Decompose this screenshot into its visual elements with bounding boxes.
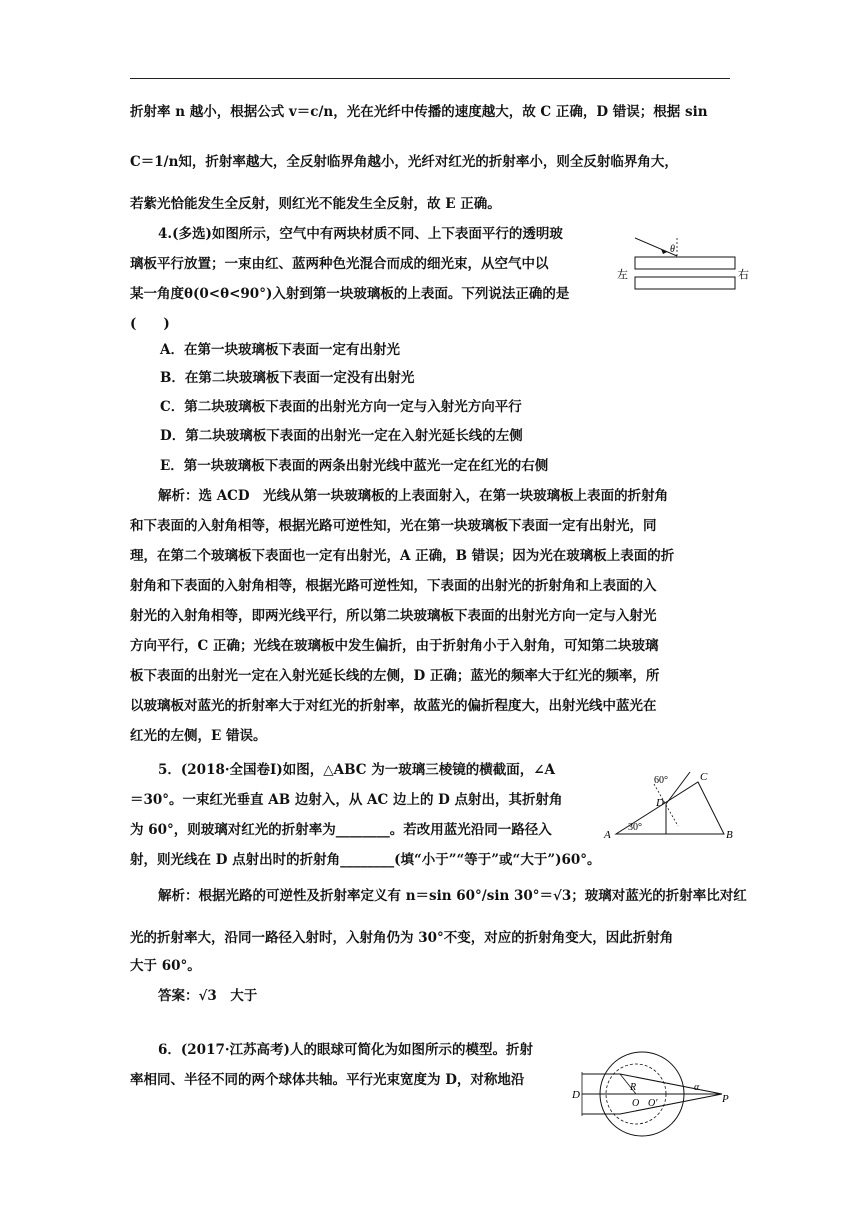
text-line: A．在第一块玻璃板下表面一定有出射光 (160, 342, 400, 358)
fig4-left-label: 左 (617, 269, 628, 281)
text-line: 方向平行，C 正确；光线在玻璃板中发生偏折，由于折射角小于入射角，可知第二块玻璃 (130, 638, 659, 654)
text-line: 大于 60°。 (130, 958, 201, 974)
fig5-D: D (656, 797, 664, 809)
fig4-theta: θ (670, 244, 675, 255)
fig6-P: P (722, 1093, 729, 1105)
text-line: 红光的左侧，E 错误。 (130, 728, 267, 744)
text-line: 光的折射率大，沿同一路径入射时，入射角仍为 30°不变，对应的折射角变大，因此折射角 (130, 930, 674, 946)
text-line: 璃板平行放置；一束由红、蓝两种色光混合而成的细光束，从空气中以 (130, 256, 549, 272)
text-line: 解析：根据光路的可逆性及折射率定义有 n＝sin 60°/sin 30°＝√3；玻璃对蓝光的折射率比对红 (158, 888, 747, 904)
figure-eyeball (572, 1050, 732, 1140)
fig5-C: C (700, 771, 708, 783)
fig4-right-label: 右 (738, 269, 749, 281)
text-line: E．第一块玻璃板下表面的两条出射光线中蓝光一定在红光的右侧 (160, 458, 549, 474)
fig6-R: R (630, 1082, 637, 1093)
text-line: 以玻璃板对蓝光的折射率大于对红光的折射率，故蓝光的偏折程度大，出射光线中蓝光在 (130, 698, 657, 714)
fig6-O2: O′ (648, 1098, 658, 1109)
text-line: 5．(2018·全国卷Ⅰ)如图，△ABC 为一玻璃三棱镜的横截面，∠A (158, 762, 556, 778)
fig5-B: B (726, 829, 733, 840)
text-line: 答案：√3 大于 (158, 988, 258, 1004)
fig5-angle30: 30° (628, 822, 642, 833)
text-line: D．第二块玻璃板下表面的出射光一定在入射光延长线的左侧 (160, 428, 523, 444)
figure-glass-plates (615, 232, 755, 294)
text-line: 若紫光恰能发生全反射，则红光不能发生全反射，故 E 正确。 (130, 196, 501, 212)
header-rule (130, 78, 730, 79)
fig6-D: D (572, 1089, 580, 1101)
fig5-A: A (604, 829, 611, 840)
text-line: 解析：选 ACD 光线从第一块玻璃板的上表面射入，在第一块玻璃板上表面的折射角 (158, 488, 669, 504)
text-line: 和下表面的入射角相等，根据光路可逆性知，光在第一块玻璃板下表面一定有出射光，同 (130, 518, 657, 534)
text-line: 4.(多选)如图所示，空气中有两块材质不同、上下表面平行的透明玻 (158, 226, 563, 242)
text-line: 某一角度θ(0<θ<90°)入射到第一块玻璃板的上表面。下列说法正确的是 (130, 286, 570, 302)
text-line: C＝1/n知，折射率越大，全反射临界角越小，光纤对红光的折射率小，则全反射临界角大， (130, 154, 678, 170)
text-line: 射角和下表面的入射角相等，根据光路可逆性知，下表面的出射光的折射角和上表面的入 (130, 578, 657, 594)
text-line: 折射率 n 越小，根据公式 v＝c/n，光在光纤中传播的速度越大，故 C 正确，D 错误；根据 sin (130, 104, 708, 120)
text-line: 射，则光线在 D 点射出时的折射角________(填“小于”“等于”或“大于”)60°。 (130, 852, 601, 868)
text-line: ( ) (130, 316, 170, 332)
text-line: C．第二块玻璃板下表面的出射光方向一定与入射光方向平行 (160, 399, 522, 415)
text-line: 6．(2017·江苏高考)人的眼球可简化为如图所示的模型。折射 (158, 1042, 533, 1058)
text-line: 率相同、半径不同的两个球体共轴。平行光束宽度为 D，对称地沿 (130, 1072, 525, 1088)
text-line: 板下表面的出射光一定在入射光延长线的左侧，D 正确；蓝光的频率大于红光的频率，所 (130, 668, 660, 684)
text-line: 理，在第二个玻璃板下表面也一定有出射光，A 正确，B 错误；因为光在玻璃板上表面的折 (130, 548, 675, 564)
text-line: 为 60°，则玻璃对红光的折射率为________。若改用蓝光沿同一路径入 (130, 822, 552, 838)
fig5-angle60: 60° (654, 775, 668, 786)
fig6-O: O (632, 1098, 640, 1109)
text-line: 射光的入射角相等，即两光线平行，所以第二块玻璃板下表面的出射光方向一定与入射光 (130, 608, 657, 624)
fig6-alpha: α (694, 1082, 700, 1093)
text-line: B．在第二块玻璃板下表面一定没有出射光 (160, 370, 415, 386)
figure-prism (598, 768, 738, 840)
text-line: ＝30°。一束红光垂直 AB 边射入，从 AC 边上的 D 点射出，其折射角 (130, 792, 563, 808)
